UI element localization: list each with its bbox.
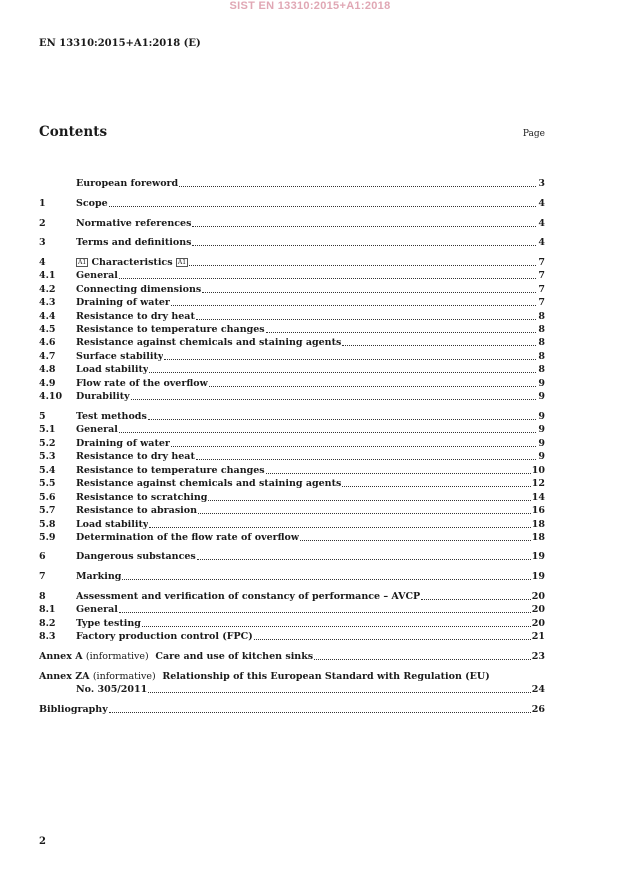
dot-leader xyxy=(109,206,536,207)
toc-entry-page: 8 xyxy=(538,311,545,322)
toc-entry-number: 8.1 xyxy=(39,604,56,615)
toc-entry[interactable] xyxy=(39,531,545,544)
toc-entry[interactable] xyxy=(39,570,545,583)
toc-entry-title-wrap xyxy=(76,350,163,363)
toc-annex-a[interactable] xyxy=(39,650,545,663)
toc-entry-page: 7 xyxy=(538,270,545,281)
toc-entry-title-wrap xyxy=(76,363,148,376)
toc-entry-title: Factory production control (FPC) xyxy=(76,631,253,642)
toc-entry[interactable] xyxy=(39,269,545,282)
toc-entry-page: 20 xyxy=(531,591,545,602)
toc-entry-number: 6 xyxy=(39,551,46,562)
toc-entry[interactable] xyxy=(39,310,545,323)
toc-entry-title: Flow rate of the overflow xyxy=(76,378,208,389)
toc-entry-title: General xyxy=(76,270,118,281)
toc-entry-title-wrap xyxy=(76,617,141,630)
toc-entry-number: 5.8 xyxy=(39,519,56,530)
bibliography-page: 26 xyxy=(531,704,545,715)
dot-leader xyxy=(164,359,536,360)
toc-entry[interactable] xyxy=(39,590,545,603)
toc-bibliography[interactable] xyxy=(39,703,545,716)
toc-entry-page: 8 xyxy=(538,351,545,362)
dot-leader xyxy=(189,265,536,266)
toc-entry-title-wrap xyxy=(76,256,188,269)
dot-leader xyxy=(171,305,536,306)
toc-entry-page: 12 xyxy=(531,478,545,489)
toc-entry-number: 4.5 xyxy=(39,324,56,335)
toc-entry-title-wrap xyxy=(76,269,118,282)
dot-leader xyxy=(119,432,536,433)
toc-entry-title: Resistance to dry heat xyxy=(76,451,195,462)
annex-za-label: Annex ZA xyxy=(39,671,90,682)
toc-entry[interactable] xyxy=(39,437,545,450)
dot-leader xyxy=(119,278,536,279)
dot-leader xyxy=(148,419,536,420)
toc-entry-page: 9 xyxy=(538,411,545,422)
toc-entry-title: Dangerous substances xyxy=(76,551,196,562)
toc-entry-title-wrap xyxy=(76,197,108,210)
dot-leader xyxy=(197,559,531,560)
dot-leader xyxy=(192,245,536,246)
amendment-start-marker: A1 xyxy=(78,259,87,266)
contents-title: Contents xyxy=(39,124,108,140)
toc-entry-number: 4.10 xyxy=(39,391,63,402)
dot-leader xyxy=(314,659,531,660)
toc-entry[interactable] xyxy=(39,323,545,336)
toc-entry-page: 19 xyxy=(531,551,545,562)
toc-entry-title-wrap xyxy=(76,630,253,643)
toc-entry[interactable] xyxy=(39,504,545,517)
toc-entry-title-wrap xyxy=(76,531,299,544)
toc-entry-title: Normative references xyxy=(76,218,192,229)
dot-leader xyxy=(119,612,531,613)
toc-annex-za[interactable] xyxy=(39,670,490,683)
toc-entry-number: 4.9 xyxy=(39,378,56,389)
toc-entry[interactable] xyxy=(39,450,545,463)
toc-entry-title-wrap xyxy=(76,504,197,517)
annex-a-page: 23 xyxy=(531,651,545,662)
toc-entry-number: 5.6 xyxy=(39,492,56,503)
toc-entry[interactable] xyxy=(39,518,545,531)
toc-entry-number: 5.1 xyxy=(39,424,56,435)
dot-leader xyxy=(196,319,536,320)
toc-entry-title: Durability xyxy=(76,391,130,402)
dot-leader xyxy=(109,712,531,713)
toc-entry-page: 10 xyxy=(531,465,545,476)
dot-leader xyxy=(198,513,531,514)
toc-entry-title-wrap xyxy=(76,283,201,296)
toc-entry[interactable] xyxy=(39,350,545,363)
toc-entry[interactable] xyxy=(39,363,545,376)
annex-a-title-wrap xyxy=(39,650,313,663)
toc-entry-title: Determination of the flow rate of overflow xyxy=(76,532,300,543)
toc-entry[interactable] xyxy=(39,477,545,490)
toc-entry-number: 1 xyxy=(39,198,46,209)
dot-leader xyxy=(179,186,536,187)
annex-za-kind: (informative) xyxy=(92,671,156,682)
dot-leader xyxy=(142,626,531,627)
toc-entry[interactable] xyxy=(39,217,545,230)
toc-entry-number: 4.4 xyxy=(39,311,56,322)
dot-leader xyxy=(202,292,536,293)
toc-entry-title: Draining of water xyxy=(76,297,170,308)
toc-entry-title-wrap xyxy=(76,491,207,504)
toc-entry-number: 4.7 xyxy=(39,351,56,362)
toc-entry[interactable] xyxy=(39,390,545,403)
standard-header: EN 13310:2015+A1:2018 (E) xyxy=(39,38,201,49)
toc-entry-title: Draining of water xyxy=(76,438,170,449)
toc-entry-page: 18 xyxy=(531,532,545,543)
annex-za-title-line1: Relationship of this European Standard with Regulation (EU) xyxy=(162,671,490,682)
toc-entry-page: 4 xyxy=(538,218,545,229)
dot-leader xyxy=(196,459,536,460)
toc-entry-title-wrap xyxy=(76,603,118,616)
dot-leader xyxy=(131,399,536,400)
toc-entry-title-wrap xyxy=(76,570,121,583)
toc-entry-title: Surface stability xyxy=(76,351,164,362)
toc-entry[interactable] xyxy=(39,283,545,296)
toc-entry-title-wrap xyxy=(76,590,420,603)
toc-entry-title-wrap xyxy=(76,377,208,390)
toc-entry-title-wrap xyxy=(76,477,341,490)
dot-leader xyxy=(342,486,530,487)
toc-entry[interactable] xyxy=(39,617,545,630)
toc-entry-title: Assessment and verification of constancy of performance – AVCP xyxy=(76,591,421,602)
toc-entry-title: General xyxy=(76,424,118,435)
toc-entry-page: 16 xyxy=(531,505,545,516)
toc-entry-title-wrap xyxy=(76,236,191,249)
toc-entry-title-wrap xyxy=(76,518,148,531)
toc-entry[interactable] xyxy=(39,630,545,643)
toc-entry-title-wrap xyxy=(76,177,178,190)
toc-entry[interactable] xyxy=(39,336,545,349)
toc-entry-page: 14 xyxy=(531,492,545,503)
toc-entry-title-wrap xyxy=(76,410,147,423)
annex-a-title: Care and use of kitchen sinks xyxy=(155,651,314,662)
toc-entry-title: Terms and definitions xyxy=(76,237,192,248)
toc-entry-page: 7 xyxy=(538,284,545,295)
dot-leader xyxy=(122,579,530,580)
toc-entry-title: Resistance to temperature changes xyxy=(76,465,265,476)
toc-entry-title-wrap xyxy=(76,437,170,450)
dot-leader xyxy=(208,500,530,501)
toc-entry-page: 9 xyxy=(538,391,545,402)
toc-entry-title: Test methods xyxy=(76,411,147,422)
toc-entry-title: European foreword xyxy=(76,178,179,189)
toc-entry-number: 5.4 xyxy=(39,465,56,476)
toc-entry-title-wrap xyxy=(76,323,265,336)
toc-entry-number: 8.3 xyxy=(39,631,56,642)
toc-entry[interactable] xyxy=(39,377,545,390)
toc-entry-page: 21 xyxy=(531,631,545,642)
toc-entry-number: 7 xyxy=(39,571,46,582)
dot-leader xyxy=(149,372,536,373)
page-column-label: Page xyxy=(522,129,545,139)
toc-entry-page: 19 xyxy=(531,571,545,582)
toc-entry-title: Type testing xyxy=(76,618,141,629)
annex-za-title-line2: No. 305/2011 xyxy=(76,684,148,695)
toc-entry-number: 4.2 xyxy=(39,284,56,295)
dot-leader xyxy=(149,527,530,528)
toc-entry-page: 9 xyxy=(538,451,545,462)
toc-entry[interactable] xyxy=(39,550,545,563)
dot-leader xyxy=(300,540,531,541)
toc-entry-title: Resistance against chemicals and staining agents xyxy=(76,337,342,348)
dot-leader xyxy=(342,345,536,346)
toc-entry-page: 9 xyxy=(538,438,545,449)
bibliography-title: Bibliography xyxy=(39,704,108,715)
toc-entry-title: Resistance to dry heat xyxy=(76,311,195,322)
toc-entry-number: 5.9 xyxy=(39,532,56,543)
toc-entry-page: 18 xyxy=(531,519,545,530)
toc-entry[interactable] xyxy=(39,177,545,190)
toc-entry[interactable] xyxy=(39,603,545,616)
annex-za-page: 24 xyxy=(531,684,545,695)
toc-entry-title: Marking xyxy=(76,571,122,582)
toc-entry-page: 7 xyxy=(538,257,545,268)
toc-entry-number: 5.2 xyxy=(39,438,56,449)
page-number: 2 xyxy=(39,836,46,847)
toc-entry[interactable] xyxy=(39,197,545,210)
toc-entry-page: 3 xyxy=(538,178,545,189)
dot-leader xyxy=(266,473,531,474)
toc-entry-number: 4.8 xyxy=(39,364,56,375)
toc-entry[interactable] xyxy=(39,491,545,504)
toc-entry-title-wrap xyxy=(76,390,130,403)
toc-entry-number: 4.6 xyxy=(39,337,56,348)
toc-entry-title-wrap xyxy=(76,336,341,349)
annex-a-label: Annex A xyxy=(39,651,83,662)
toc-entry-title: Resistance to temperature changes xyxy=(76,324,265,335)
dot-leader xyxy=(209,386,536,387)
toc-annex-za-continued[interactable] xyxy=(76,683,545,696)
dot-leader xyxy=(171,446,536,447)
toc-entry-number: 3 xyxy=(39,237,46,248)
toc-entry-title-wrap xyxy=(76,450,195,463)
toc-entry-title: Characteristics xyxy=(91,257,173,268)
toc-entry-page: 4 xyxy=(538,198,545,209)
toc-entry[interactable] xyxy=(39,296,545,309)
toc-entry-number: 4 xyxy=(39,257,46,268)
toc-entry-title-wrap xyxy=(76,296,170,309)
toc-entry[interactable] xyxy=(39,464,545,477)
amendment-end-marker: A1 xyxy=(177,259,187,266)
toc-entry-page: 9 xyxy=(538,424,545,435)
toc-entry-number: 5.7 xyxy=(39,505,56,516)
toc-entry-page: 9 xyxy=(538,378,545,389)
toc-entry-title: Resistance against chemicals and staining agents xyxy=(76,478,342,489)
dot-leader xyxy=(421,599,531,600)
toc-entry-number: 4.3 xyxy=(39,297,56,308)
toc-entry-page: 8 xyxy=(538,364,545,375)
toc-entry[interactable] xyxy=(39,256,545,269)
watermark: SIST EN 13310:2015+A1:2018 xyxy=(229,0,391,12)
toc-entry-page: 7 xyxy=(538,297,545,308)
toc-entry-number: 5 xyxy=(39,411,46,422)
toc-entry-title: Connecting dimensions xyxy=(76,284,202,295)
toc-entry-title-wrap xyxy=(76,550,196,563)
toc-entry-number: 5.5 xyxy=(39,478,56,489)
dot-leader xyxy=(254,639,531,640)
toc-entry-title-wrap xyxy=(76,423,118,436)
toc-entry-title-wrap xyxy=(76,464,265,477)
toc-entry-number: 2 xyxy=(39,218,46,229)
toc-entry-number: 5.3 xyxy=(39,451,56,462)
toc-entry[interactable] xyxy=(39,410,545,423)
toc-entry-number: 4.1 xyxy=(39,270,56,281)
toc-entry-title-wrap xyxy=(76,217,191,230)
toc-entry-page: 20 xyxy=(531,604,545,615)
dot-leader xyxy=(148,692,531,693)
toc-entry-title: Resistance to abrasion xyxy=(76,505,198,516)
toc-entry-page: 8 xyxy=(538,324,545,335)
dot-leader xyxy=(192,226,536,227)
toc-entry[interactable] xyxy=(39,236,545,249)
toc-entry-title: General xyxy=(76,604,118,615)
annex-a-kind: (informative) xyxy=(85,651,149,662)
toc-entry-number: 8.2 xyxy=(39,618,56,629)
toc-entry-title: Load stability xyxy=(76,519,149,530)
dot-leader xyxy=(266,332,536,333)
toc-entry-page: 8 xyxy=(538,337,545,348)
toc-entry-page: 4 xyxy=(538,237,545,248)
toc-entry-title: Load stability xyxy=(76,364,149,375)
toc-entry-title: Resistance to scratching xyxy=(76,492,208,503)
toc-entry-page: 20 xyxy=(531,618,545,629)
toc-entry-title-wrap xyxy=(76,310,195,323)
toc-entry-title: Scope xyxy=(76,198,108,209)
toc-entry-number: 8 xyxy=(39,591,46,602)
toc-entry[interactable] xyxy=(39,423,545,436)
